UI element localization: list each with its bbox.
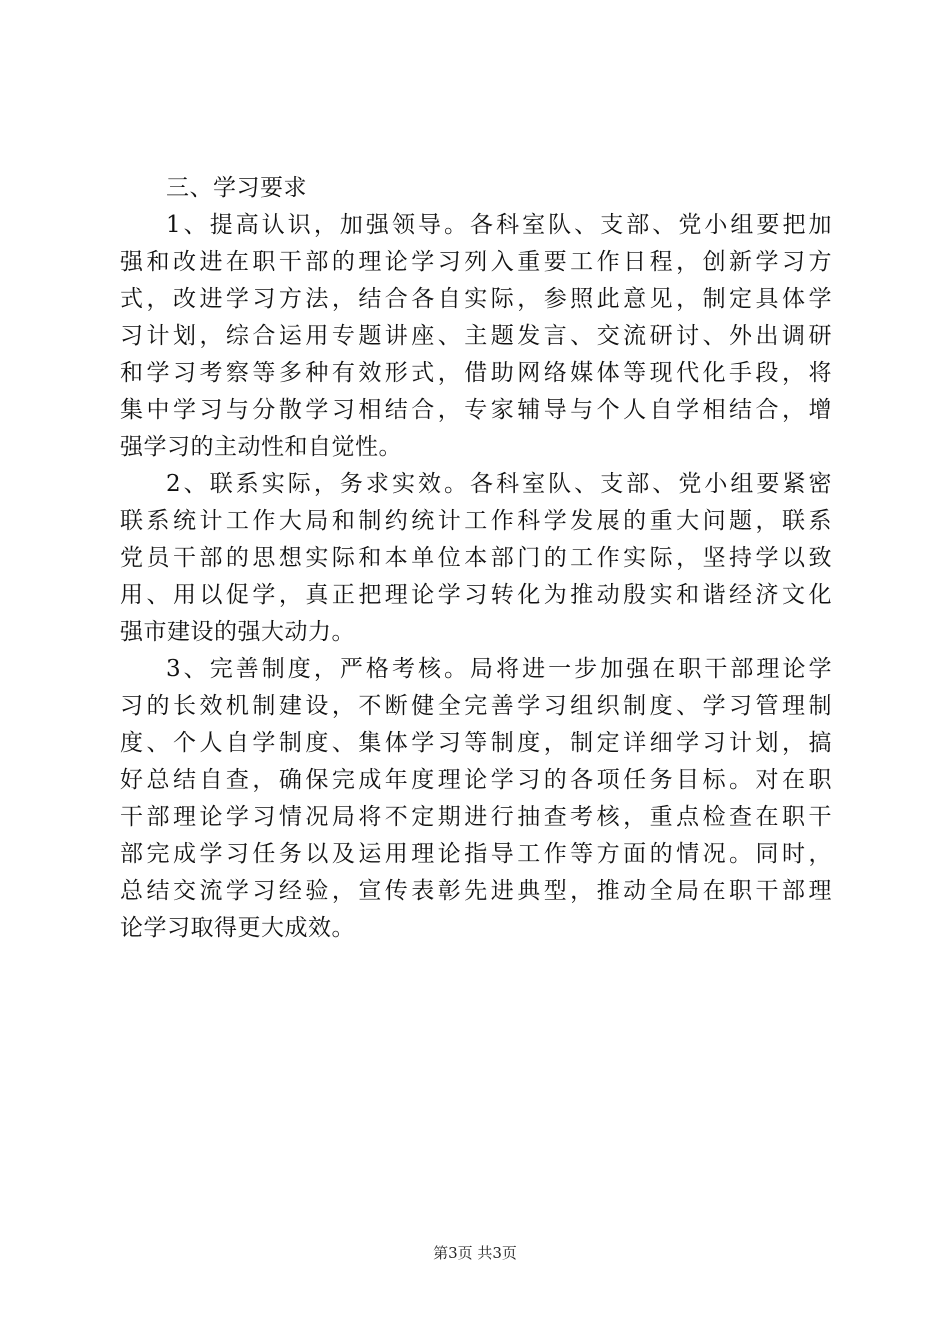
paragraph-line: 3、完善制度，严格考核。局将进一步加强在职干部理论学: [166, 656, 832, 682]
paragraph-line: 习的长效机制建设，不断健全完善学习组织制度、学习管理制: [120, 693, 832, 719]
paragraph-line: 干部理论学习情况局将不定期进行抽查考核，重点检查在职干: [120, 804, 832, 830]
paragraph-line: 和学习考察等多种有效形式，借助网络媒体等现代化手段，将: [120, 360, 832, 386]
paragraph-line: 强市建设的强大动力。: [120, 619, 355, 645]
paragraph-line: 强和改进在职干部的理论学习列入重要工作日程，创新学习方: [120, 249, 832, 275]
paragraph-line: 好总结自查，确保完成年度理论学习的各项任务目标。对在职: [120, 767, 832, 793]
paragraph-line: 论学习取得更大成效。: [120, 915, 355, 941]
paragraph-1: [120, 207, 832, 466]
paragraph-line: 强学习的主动性和自觉性。: [120, 434, 402, 460]
paragraph-line: 用、用以促学，真正把理论学习转化为推动殷实和谐经济文化: [120, 582, 832, 608]
paragraph-line: 2、联系实际，务求实效。各科室队、支部、党小组要紧密: [166, 471, 832, 497]
document-body: [120, 170, 832, 947]
paragraph-line: 式，改进学习方法，结合各自实际，参照此意见，制定具体学: [120, 286, 832, 312]
page-footer: 第3页 共3页: [433, 1244, 517, 1262]
section-heading: 三、学习要求: [166, 175, 307, 201]
paragraph-3: [120, 651, 832, 947]
paragraph-2: [120, 466, 832, 651]
paragraph-line: 联系统计工作大局和制约统计工作科学发展的重大问题，联系: [120, 508, 832, 534]
paragraph-line: 集中学习与分散学习相结合，专家辅导与个人自学相结合，增: [120, 397, 832, 423]
paragraph-line: 1、提高认识，加强领导。各科室队、支部、党小组要把加: [166, 212, 832, 238]
paragraph-line: 度、个人自学制度、集体学习等制度，制定详细学习计划，搞: [120, 730, 832, 756]
paragraph-line: 部完成学习任务以及运用理论指导工作等方面的情况。同时，: [120, 841, 832, 867]
paragraph-line: 习计划，综合运用专题讲座、主题发言、交流研讨、外出调研: [120, 323, 832, 349]
paragraph-line: 党员干部的思想实际和本单位本部门的工作实际，坚持学以致: [120, 545, 832, 571]
paragraph-line: 总结交流学习经验，宣传表彰先进典型，推动全局在职干部理: [120, 878, 832, 904]
